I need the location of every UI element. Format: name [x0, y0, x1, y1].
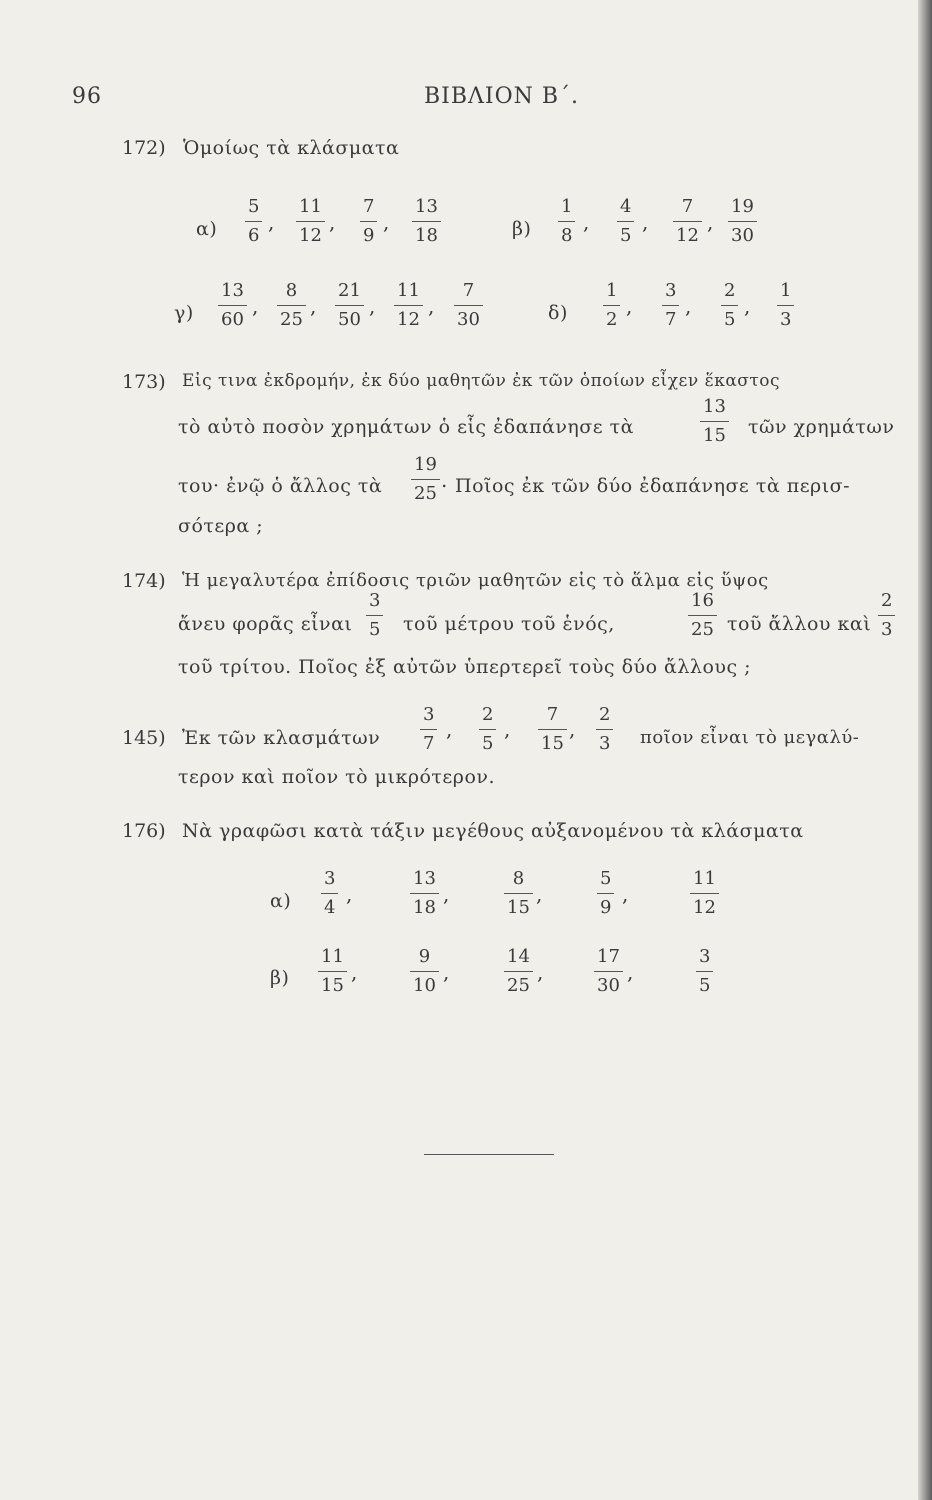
- fraction: $\frac{5}{6}$: [245, 198, 262, 245]
- comma: ,: [622, 882, 629, 906]
- fraction: $\frac{7}{15}$: [538, 706, 567, 753]
- comma: ,: [383, 210, 390, 234]
- group-beta-label: β): [270, 967, 290, 989]
- fraction: $\frac{11}{12}$: [690, 870, 719, 917]
- fraction: $\frac{11}{15}$: [318, 948, 347, 995]
- fraction: $\frac{2}{3}$: [596, 706, 613, 753]
- exercise-174-number: 174): [122, 570, 166, 592]
- period: .: [441, 468, 448, 492]
- comma: ,: [707, 210, 714, 234]
- fraction: $\frac{3}{5}$: [366, 592, 383, 639]
- comma: ,: [537, 960, 544, 984]
- fraction: $\frac{13}{18}$: [412, 198, 441, 245]
- comma: ,: [569, 717, 576, 741]
- fraction: $\frac{2}{5}$: [721, 282, 738, 329]
- exercise-175-line-1: Ἐκ τῶν κλασμάτων: [182, 727, 381, 749]
- fraction: $\frac{13}{15}$: [700, 398, 729, 445]
- exercise-174-line-2-end: τοῦ ἄλλου καὶ: [727, 613, 872, 635]
- comma: ,: [446, 717, 453, 741]
- fraction: $\frac{3}{5}$: [696, 948, 713, 995]
- fraction: $\frac{17}{30}$: [594, 948, 623, 995]
- page-number: 96: [72, 84, 102, 109]
- fraction: $\frac{8}{25}$: [277, 282, 306, 329]
- fraction: $\frac{19}{30}$: [728, 198, 757, 245]
- comma: ,: [310, 294, 317, 318]
- fraction: $\frac{9}{10}$: [410, 948, 439, 995]
- comma: ,: [685, 294, 692, 318]
- exercise-175-number: 145): [122, 727, 166, 749]
- group-alpha-label: α): [196, 218, 218, 240]
- exercise-174-line-1: Ἡ μεγαλυτέρα ἐπίδοσις τριῶν μαθητῶν εἰς τὸ ἅλμα εἰς ὕψος: [182, 570, 769, 591]
- fraction: $\frac{8}{15}$: [504, 870, 533, 917]
- comma: ,: [744, 294, 751, 318]
- fraction: $\frac{7}{30}$: [454, 282, 483, 329]
- comma: ,: [443, 960, 450, 984]
- end-rule: [424, 1154, 554, 1155]
- comma: ,: [329, 210, 336, 234]
- fraction: $\frac{13}{60}$: [218, 282, 247, 329]
- comma: ,: [504, 717, 511, 741]
- fraction: $\frac{7}{9}$: [360, 198, 377, 245]
- fraction: $\frac{14}{25}$: [504, 948, 533, 995]
- fraction: $\frac{2}{3}$: [878, 592, 895, 639]
- exercise-173-line-2: τὸ αὐτὸ ποσὸν χρημάτων ὁ εἷς ἐδαπάνησε τὰ: [178, 416, 634, 438]
- exercise-173-line-1: Εἰς τινα ἐκδρομήν, ἐκ δύο μαθητῶν ἐκ τῶν ὁποίων εἶχεν ἕκαστος: [182, 371, 781, 391]
- fraction: $\frac{2}{5}$: [479, 706, 496, 753]
- exercise-173-line-4: σότερα ;: [178, 515, 264, 537]
- fraction: $\frac{1}{8}$: [558, 198, 575, 245]
- comma: ,: [642, 210, 649, 234]
- comma: ,: [351, 960, 358, 984]
- fraction: $\frac{1}{2}$: [603, 282, 620, 329]
- exercise-176-text: Νὰ γραφῶσι κατὰ τάξιν μεγέθους αὐξανομένου τὰ κλάσματα: [182, 820, 804, 842]
- exercise-174-line-2: ἄνευ φορᾶς εἶναι: [178, 613, 353, 635]
- comma: ,: [346, 882, 353, 906]
- fraction: $\frac{4}{5}$: [617, 198, 634, 245]
- fraction: $\frac{11}{12}$: [296, 198, 325, 245]
- exercise-172-number: 172): [122, 137, 166, 159]
- comma: ,: [268, 210, 275, 234]
- comma: ,: [626, 294, 633, 318]
- fraction: $\frac{3}{7}$: [662, 282, 679, 329]
- comma: ,: [627, 960, 634, 984]
- fraction: $\frac{5}{9}$: [597, 870, 614, 917]
- comma: ,: [252, 294, 259, 318]
- comma: ,: [428, 294, 435, 318]
- comma: ,: [536, 882, 543, 906]
- fraction: $\frac{1}{3}$: [777, 282, 794, 329]
- group-alpha-label: α): [270, 890, 292, 912]
- comma: ,: [369, 294, 376, 318]
- exercise-175-line-1-end: ποῖον εἶναι τὸ μεγαλύ-: [640, 727, 860, 748]
- exercise-173-line-2-end: τῶν χρημάτων: [748, 416, 895, 438]
- fraction: $\frac{21}{50}$: [335, 282, 364, 329]
- fraction: $\frac{13}{18}$: [410, 870, 439, 917]
- fraction: $\frac{3}{4}$: [321, 870, 338, 917]
- page-edge-shadow: [918, 0, 932, 1500]
- comma: ,: [583, 210, 590, 234]
- exercise-175-line-2: τερον καὶ ποῖον τὸ μικρότερον.: [178, 766, 495, 788]
- page-title: ΒΙΒΛΙΟΝ Β΄.: [424, 84, 580, 109]
- fraction: $\frac{19}{25}$: [411, 456, 440, 503]
- exercise-173-number: 173): [122, 371, 166, 393]
- exercise-172-text: Ὁμοίως τὰ κλάσματα: [183, 137, 400, 159]
- comma: ,: [443, 882, 450, 906]
- fraction: $\frac{11}{12}$: [394, 282, 423, 329]
- exercise-173-line-3-end: Ποῖος ἐκ τῶν δύο ἐδαπάνησε τὰ περισ-: [455, 475, 851, 497]
- group-beta-label: β): [512, 218, 532, 240]
- exercise-174-line-2-mid: τοῦ μέτρου τοῦ ἑνός,: [403, 613, 615, 635]
- group-delta-label: δ): [548, 302, 568, 324]
- fraction: $\frac{16}{25}$: [688, 592, 717, 639]
- fraction: $\frac{7}{12}$: [673, 198, 702, 245]
- group-gamma-label: γ): [174, 302, 194, 324]
- fraction: $\frac{3}{7}$: [420, 706, 437, 753]
- exercise-176-number: 176): [122, 820, 166, 842]
- exercise-173-line-3: του· ἐνῷ ὁ ἄλλος τὰ: [178, 475, 383, 497]
- exercise-174-line-3: τοῦ τρίτου. Ποῖος ἐξ αὐτῶν ὑπερτερεῖ τοὺς δύο ἄλλους ;: [178, 656, 752, 678]
